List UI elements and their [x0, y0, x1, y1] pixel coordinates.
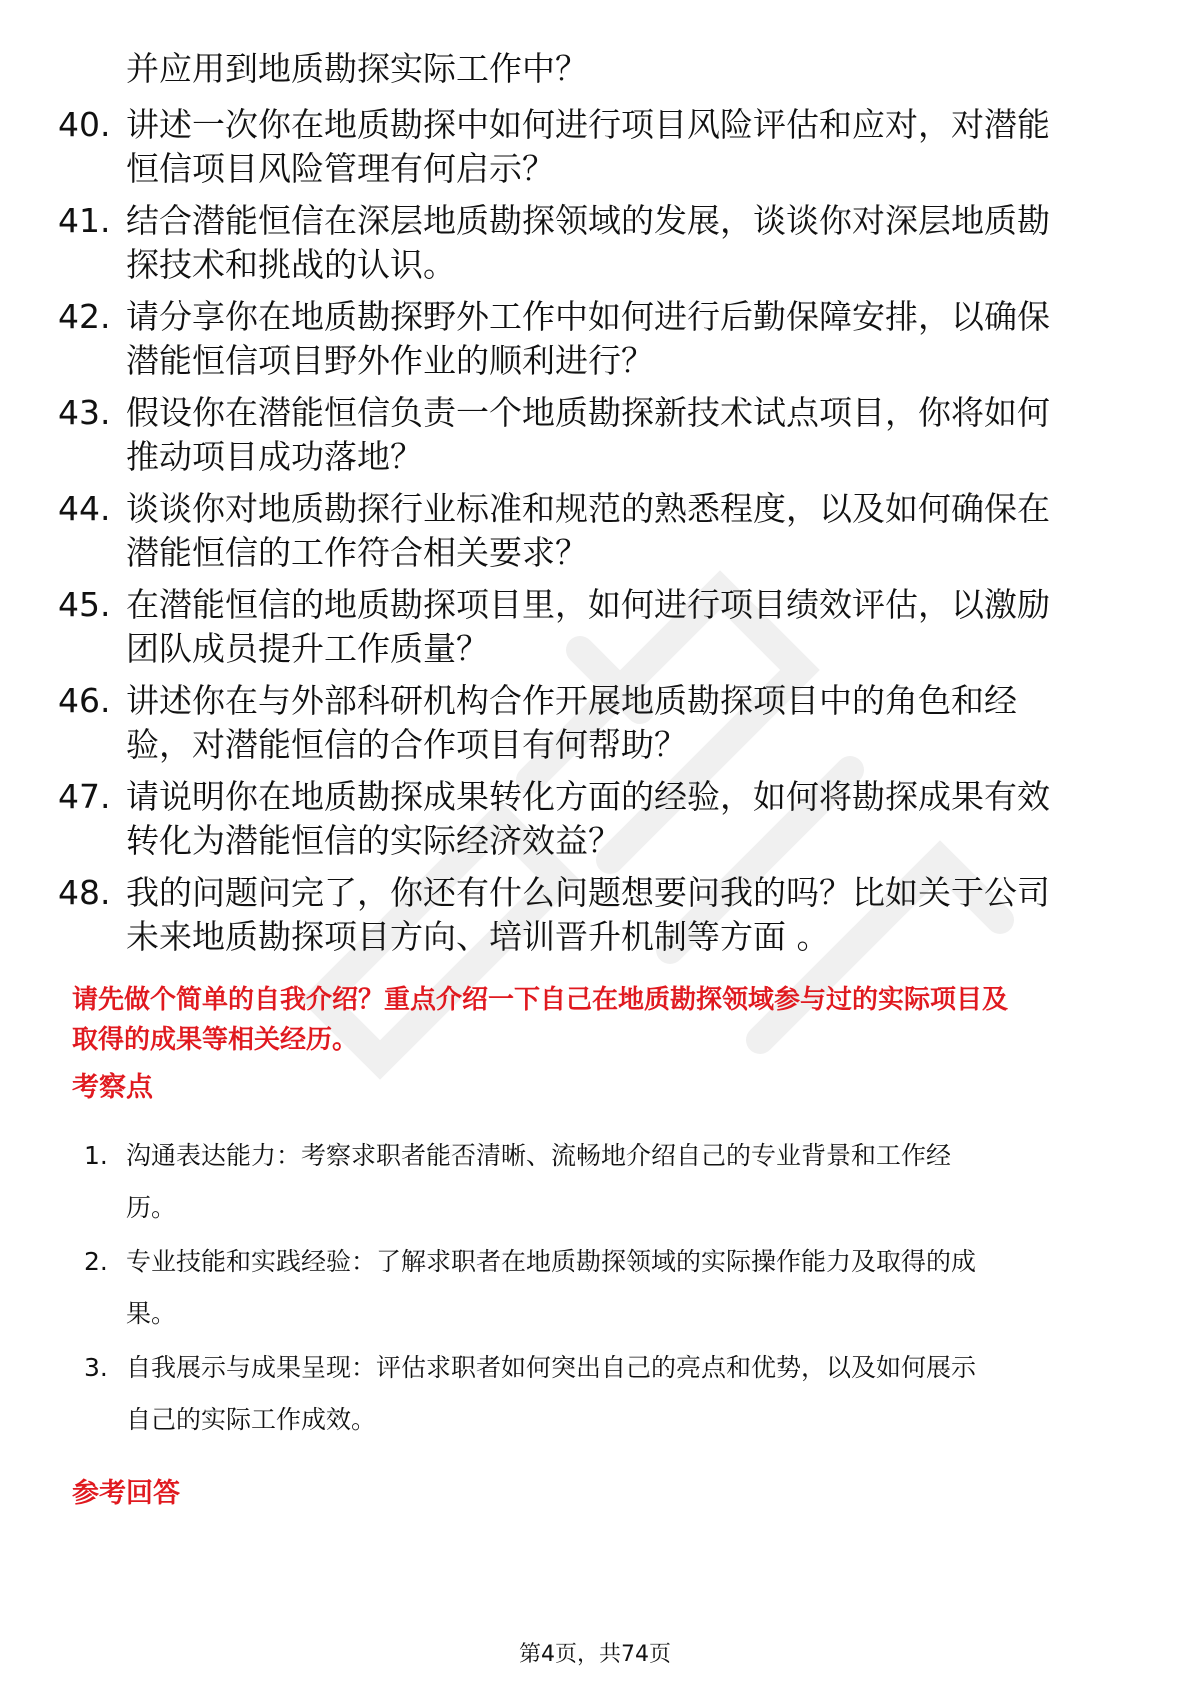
question-number: 41.	[58, 201, 111, 240]
point-text-line: 自己的实际工作成效。	[126, 1405, 377, 1434]
question-text-line: 潜能恒信的工作符合相关要求？	[126, 533, 588, 572]
question-text-line: 转化为潜能恒信的实际经济效益？	[126, 821, 621, 860]
point-number: 2.	[84, 1247, 108, 1276]
question-number: 46.	[58, 681, 111, 720]
question-text-line: 请分享你在地质勘探野外工作中如何进行后勤保障安排，以确保	[126, 297, 1050, 336]
question-text-line: 讲述你在与外部科研机构合作开展地质勘探项目中的角色和经	[126, 681, 1017, 720]
point-text-line: 沟通表达能力：考察求职者能否清晰、流畅地介绍自己的专业背景和工作经	[126, 1141, 952, 1170]
question-heading-line-1: 请先做个简单的自我介绍？重点介绍一下自己在地质勘探领域参与过的实际项目及	[72, 985, 1009, 1015]
point-number: 3.	[84, 1353, 108, 1382]
continuation-text: 并应用到地质勘探实际工作中？	[126, 49, 588, 88]
question-text-line: 我的问题问完了，你还有什么问题想要问我的吗？比如关于公司	[126, 873, 1050, 912]
question-text-line: 验，对潜能恒信的合作项目有何帮助？	[126, 725, 687, 764]
question-text-line: 谈谈你对地质勘探行业标准和规范的熟悉程度，以及如何确保在	[126, 489, 1050, 528]
points-title: 考察点	[72, 1072, 153, 1103]
question-number: 40.	[58, 105, 111, 144]
question-heading-line-2: 取得的成果等相关经历。	[72, 1025, 359, 1055]
question-text-line: 推动项目成功落地？	[126, 437, 423, 476]
question-text-line: 请说明你在地质勘探成果转化方面的经验，如何将勘探成果有效	[126, 777, 1050, 816]
point-text-line: 历。	[126, 1193, 177, 1222]
question-number: 47.	[58, 777, 111, 816]
question-text-line: 探技术和挑战的认识。	[126, 245, 456, 284]
point-text-line: 果。	[126, 1299, 177, 1328]
page-footer: 第4页，共74页	[519, 1642, 671, 1667]
point-text-line: 自我展示与成果呈现：评估求职者如何突出自己的亮点和优势，以及如何展示	[126, 1353, 977, 1382]
question-text-line: 结合潜能恒信在深层地质勘探领域的发展，谈谈你对深层地质勘	[126, 201, 1050, 240]
answer-title: 参考回答	[72, 1478, 180, 1509]
question-number: 45.	[58, 585, 111, 624]
question-text-line: 团队成员提升工作质量？	[126, 629, 489, 668]
question-number: 43.	[58, 393, 111, 432]
question-number: 44.	[58, 489, 111, 528]
question-text-line: 假设你在潜能恒信负责一个地质勘探新技术试点项目，你将如何	[126, 393, 1050, 432]
question-number: 42.	[58, 297, 111, 336]
question-text-line: 在潜能恒信的地质勘探项目里，如何进行项目绩效评估，以激励	[126, 585, 1050, 624]
question-text-line: 恒信项目风险管理有何启示？	[126, 149, 555, 188]
question-number: 48.	[58, 873, 111, 912]
point-number: 1.	[84, 1141, 108, 1170]
question-text-line: 讲述一次你在地质勘探中如何进行项目风险评估和应对，对潜能	[126, 105, 1050, 144]
point-text-line: 专业技能和实践经验：了解求职者在地质勘探领域的实际操作能力及取得的成	[126, 1247, 977, 1276]
question-text-line: 未来地质勘探项目方向、培训晋升机制等方面 。	[126, 917, 830, 956]
question-text-line: 潜能恒信项目野外作业的顺利进行？	[126, 341, 654, 380]
